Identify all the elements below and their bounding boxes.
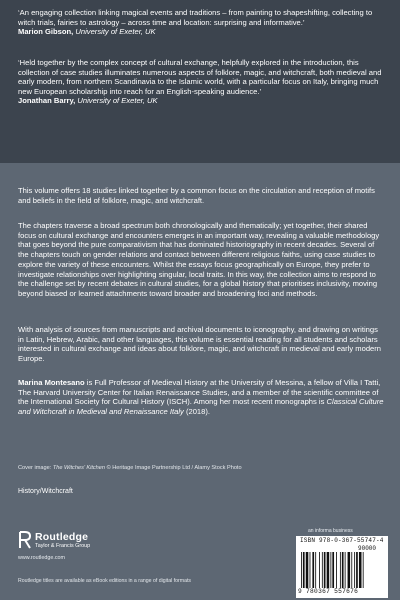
- cover-artwork-title: The Witches’ Kitchen: [52, 465, 106, 471]
- monograph-title: Classical Culture and Witchcraft in Medieval and Renaissance Italy: [18, 397, 384, 417]
- reviewer-name: Marion Gibson: [18, 27, 72, 37]
- reviewer-name: Jonathan Barry: [18, 96, 74, 106]
- editor-bio-end: (2018).: [183, 407, 210, 417]
- review-attribution: Jonathan Barry, University of Exeter, UK: [18, 96, 158, 106]
- description-paragraph-1: This volume offers 18 studies linked together by a common focus on the circulation and reception of motifs and beliefs in the field of folklore, magic, and witchcraft.: [18, 186, 375, 205]
- editor-bio: [18, 378, 384, 417]
- cover-credit-prefix: Cover image:: [18, 465, 53, 471]
- publisher-name: Routledge: [35, 531, 89, 543]
- reviewer-affiliation: University of Exeter, UK: [75, 27, 156, 37]
- description-paragraph-2: The chapters traverse a broad spectrum both chronologically and thematically; yet together, their shared focus on cultural exchange and encounters emerges in an important way, revealing a valuable methodology that goes beyond the pure comparativism that has dominated historiography in recent decades. Several of the chapters touch on gender relations and contact between different religious faiths, using case studies to explore the variety of these encounters. Whilst the essays focus geographically on Europe, they prefer to investigate relationships over highlighting singular, local traits. In this way, the collection aims to respond to the challenge set by recent debates in cultural studies, for a global history that prioritises inclusivity, moving beyond biased or learned attachments toward broader and broadening foci and methods.: [18, 221, 380, 298]
- description-paragraph-3: With analysis of sources from manuscripts and archival documents to iconography, and drawing on writings in Latin, Hebrew, Arabic, and other languages, this volume is essential reading for all students and scholars interested in cultural exchange and ideas about folklore, magic, and witchcraft in medieval and early modern Europe.: [18, 325, 382, 364]
- cover-credit-rest: © Heritage Image Partnership Ltd / Alamy Stock Photo: [105, 465, 242, 471]
- editor-bio-text: is Full Professor of Medieval History at the University of Messina, a fellow of Villa I Tatti, The Harvard University Center for Italian Renaissance Studies, and a member of the scientific committee of the International Society for Cultural History (ISCH). Among her most recent monographs is: [18, 378, 381, 407]
- isbn-number: ISBN 978-0-367-55747-4: [300, 537, 384, 544]
- barcode-digits: 9 780367 557676: [298, 588, 359, 595]
- reviewer-affiliation: University of Exeter, UK: [77, 96, 158, 106]
- cover-image-credit: [18, 465, 242, 471]
- review-attribution: Marion Gibson, University of Exeter, UK: [18, 27, 156, 37]
- isbn-barcode: [296, 536, 388, 598]
- publisher-group: Taylor & Francis Group: [35, 543, 91, 549]
- price-code: 90000: [358, 545, 377, 552]
- review-quote: ‘An engaging collection linking magical events and traditions – from painting to shapeshifting, collecting to witch trials, fairies to astrology – across time and location: surprising and informative.’: [18, 8, 373, 27]
- subject-category: History/Witchcraft: [18, 488, 73, 495]
- publisher-website[interactable]: www.routledge.com: [18, 555, 66, 561]
- barcode-icon: [300, 552, 384, 588]
- routledge-r-icon: [18, 531, 32, 549]
- review-quote: ‘Held together by the complex concept of cultural exchange, helpfully explored in the introduction, this collection of case studies illuminates numerous aspects of folklore, magic, and witchcraft, both medieval and early modern, from northern Scandinavia to the Islamic world, with a particular focus on Italy, bringing much new European scholarship into reach for an English-speaking audience.’: [18, 58, 382, 96]
- editor-name: Marina Montesano: [18, 378, 85, 387]
- review-2: [18, 58, 386, 106]
- informa-tagline: an informa business: [308, 528, 353, 534]
- review-1: [18, 8, 386, 37]
- ebook-note: Routledge titles are available as eBook editions in a range of digital formats: [18, 578, 192, 584]
